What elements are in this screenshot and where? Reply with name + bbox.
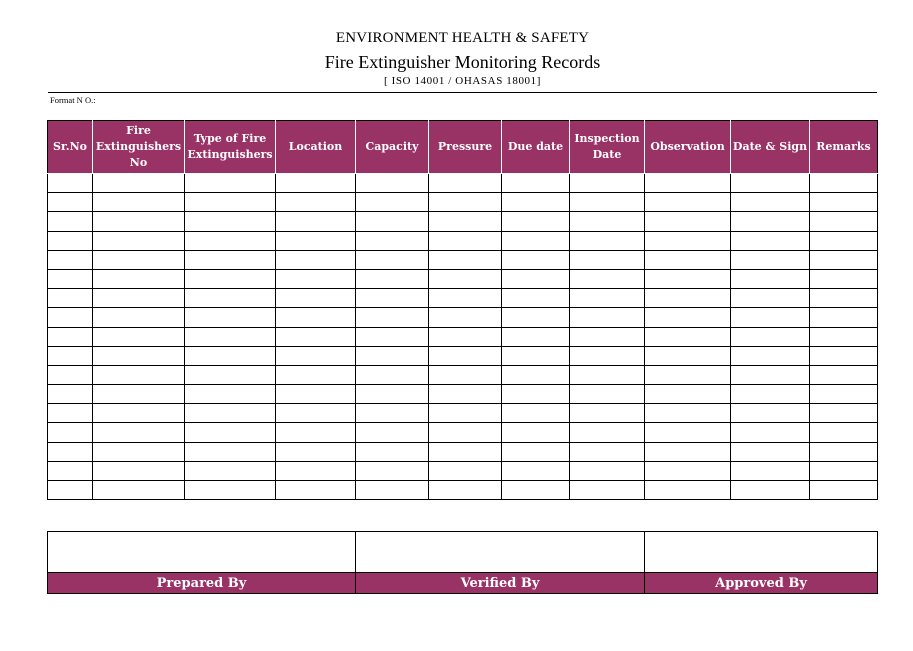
table-cell[interactable] bbox=[276, 174, 356, 193]
table-cell[interactable] bbox=[810, 250, 878, 269]
table-cell[interactable] bbox=[502, 269, 570, 288]
column-header-location: Location bbox=[276, 121, 356, 174]
table-cell[interactable] bbox=[570, 404, 645, 423]
table-cell[interactable] bbox=[276, 346, 356, 365]
table-cell[interactable] bbox=[502, 423, 570, 442]
table-cell[interactable] bbox=[48, 442, 93, 461]
table-cell[interactable] bbox=[810, 404, 878, 423]
table-cell[interactable] bbox=[502, 442, 570, 461]
table-row bbox=[48, 442, 878, 461]
table-row bbox=[48, 481, 878, 500]
table-cell[interactable] bbox=[276, 442, 356, 461]
table-cell[interactable] bbox=[502, 481, 570, 500]
table-cell[interactable] bbox=[731, 461, 810, 480]
approved-by-signature-field[interactable] bbox=[645, 532, 878, 573]
table-row bbox=[48, 269, 878, 288]
table-cell[interactable] bbox=[502, 174, 570, 193]
table-cell[interactable] bbox=[48, 423, 93, 442]
table-row bbox=[48, 231, 878, 250]
table-cell[interactable] bbox=[276, 212, 356, 231]
table-cell[interactable] bbox=[356, 250, 429, 269]
table-cell[interactable] bbox=[429, 250, 502, 269]
table-cell[interactable] bbox=[731, 442, 810, 461]
table-cell[interactable] bbox=[429, 365, 502, 384]
table-cell[interactable] bbox=[645, 423, 731, 442]
column-header-pressure: Pressure bbox=[429, 121, 502, 174]
table-cell[interactable] bbox=[731, 327, 810, 346]
table-cell[interactable] bbox=[93, 269, 185, 288]
table-cell[interactable] bbox=[93, 365, 185, 384]
table-cell[interactable] bbox=[48, 481, 93, 500]
approved-by-label: Approved By bbox=[645, 573, 878, 594]
table-cell[interactable] bbox=[810, 423, 878, 442]
table-cell[interactable] bbox=[93, 250, 185, 269]
table-cell[interactable] bbox=[731, 385, 810, 404]
table-cell[interactable] bbox=[570, 289, 645, 308]
table-cell[interactable] bbox=[429, 404, 502, 423]
table-row bbox=[48, 365, 878, 384]
table-cell[interactable] bbox=[93, 481, 185, 500]
table-cell[interactable] bbox=[570, 327, 645, 346]
table-cell[interactable] bbox=[502, 193, 570, 212]
table-cell[interactable] bbox=[570, 346, 645, 365]
table-row bbox=[48, 212, 878, 231]
table-cell[interactable] bbox=[93, 423, 185, 442]
document-title: Fire Extinguisher Monitoring Records bbox=[324, 52, 601, 72]
table-cell[interactable] bbox=[48, 327, 93, 346]
prepared-by-label: Prepared By bbox=[48, 573, 356, 594]
table-cell[interactable] bbox=[810, 174, 878, 193]
table-cell[interactable] bbox=[731, 269, 810, 288]
table-cell[interactable] bbox=[502, 250, 570, 269]
table-cell[interactable] bbox=[185, 327, 276, 346]
table-cell[interactable] bbox=[48, 269, 93, 288]
table-cell[interactable] bbox=[502, 365, 570, 384]
table-cell[interactable] bbox=[570, 385, 645, 404]
column-header-extinguisher-type: Type of Fire Extinguishers bbox=[185, 121, 276, 174]
table-cell[interactable] bbox=[276, 423, 356, 442]
table-cell[interactable] bbox=[570, 269, 645, 288]
table-cell[interactable] bbox=[185, 193, 276, 212]
table-cell[interactable] bbox=[570, 193, 645, 212]
prepared-by-signature-field[interactable] bbox=[48, 532, 356, 573]
table-cell[interactable] bbox=[48, 365, 93, 384]
verified-by-label: Verified By bbox=[356, 573, 645, 594]
table-cell[interactable] bbox=[276, 231, 356, 250]
table-cell[interactable] bbox=[276, 327, 356, 346]
table-cell[interactable] bbox=[645, 193, 731, 212]
table-cell[interactable] bbox=[48, 346, 93, 365]
table-cell[interactable] bbox=[570, 308, 645, 327]
table-body bbox=[48, 174, 878, 500]
table-cell[interactable] bbox=[48, 193, 93, 212]
table-cell[interactable] bbox=[570, 250, 645, 269]
table-row bbox=[48, 327, 878, 346]
table-cell[interactable] bbox=[502, 308, 570, 327]
table-cell[interactable] bbox=[356, 174, 429, 193]
table-cell[interactable] bbox=[570, 231, 645, 250]
table-cell[interactable] bbox=[570, 423, 645, 442]
table-cell[interactable] bbox=[731, 346, 810, 365]
table-cell[interactable] bbox=[645, 404, 731, 423]
table-cell[interactable] bbox=[810, 289, 878, 308]
standard-reference: [ ISO 14001 / OHASAS 18001] bbox=[383, 75, 542, 87]
table-cell[interactable] bbox=[731, 365, 810, 384]
table-cell[interactable] bbox=[570, 365, 645, 384]
table-cell[interactable] bbox=[185, 365, 276, 384]
table-cell[interactable] bbox=[502, 404, 570, 423]
table-cell[interactable] bbox=[810, 442, 878, 461]
table-cell[interactable] bbox=[570, 442, 645, 461]
table-cell[interactable] bbox=[48, 231, 93, 250]
table-cell[interactable] bbox=[276, 308, 356, 327]
table-cell[interactable] bbox=[810, 385, 878, 404]
column-header-due-date: Due date bbox=[502, 121, 570, 174]
table-cell[interactable] bbox=[502, 346, 570, 365]
table-cell[interactable] bbox=[93, 231, 185, 250]
table-cell[interactable] bbox=[356, 327, 429, 346]
table-cell[interactable] bbox=[570, 212, 645, 231]
header-divider bbox=[48, 92, 877, 93]
table-cell[interactable] bbox=[645, 308, 731, 327]
table-cell[interactable] bbox=[645, 289, 731, 308]
table-cell[interactable] bbox=[48, 174, 93, 193]
table-cell[interactable] bbox=[48, 385, 93, 404]
table-row bbox=[48, 193, 878, 212]
table-cell[interactable] bbox=[356, 231, 429, 250]
table-cell[interactable] bbox=[502, 385, 570, 404]
table-row bbox=[48, 404, 878, 423]
table-cell[interactable] bbox=[185, 231, 276, 250]
table-cell[interactable] bbox=[429, 385, 502, 404]
table-row bbox=[48, 423, 878, 442]
table-cell[interactable] bbox=[570, 461, 645, 480]
table-cell[interactable] bbox=[645, 461, 731, 480]
table-cell[interactable] bbox=[502, 231, 570, 250]
table-cell[interactable] bbox=[502, 461, 570, 480]
table-cell[interactable] bbox=[429, 346, 502, 365]
table-cell[interactable] bbox=[810, 212, 878, 231]
table-cell[interactable] bbox=[356, 461, 429, 480]
table-cell[interactable] bbox=[645, 481, 731, 500]
table-cell[interactable] bbox=[731, 174, 810, 193]
table-cell[interactable] bbox=[731, 404, 810, 423]
table-cell[interactable] bbox=[429, 327, 502, 346]
table-cell[interactable] bbox=[356, 308, 429, 327]
table-cell[interactable] bbox=[276, 269, 356, 288]
table-cell[interactable] bbox=[276, 289, 356, 308]
column-header-sr-no: Sr.No bbox=[48, 121, 93, 174]
table-cell[interactable] bbox=[429, 308, 502, 327]
table-cell[interactable] bbox=[810, 327, 878, 346]
table-cell[interactable] bbox=[570, 174, 645, 193]
table-cell[interactable] bbox=[185, 212, 276, 231]
table-cell[interactable] bbox=[645, 327, 731, 346]
table-cell[interactable] bbox=[185, 461, 276, 480]
column-header-extinguisher-no: Fire Extinguishers No bbox=[93, 121, 185, 174]
table-row bbox=[48, 250, 878, 269]
table-cell[interactable] bbox=[185, 404, 276, 423]
table-cell[interactable] bbox=[93, 404, 185, 423]
column-header-inspection-date: Inspection Date bbox=[570, 121, 645, 174]
table-cell[interactable] bbox=[429, 442, 502, 461]
verified-by-signature-field[interactable] bbox=[356, 532, 645, 573]
table-cell[interactable] bbox=[570, 481, 645, 500]
table-cell[interactable] bbox=[810, 346, 878, 365]
table-cell[interactable] bbox=[356, 269, 429, 288]
table-cell[interactable] bbox=[731, 308, 810, 327]
table-cell[interactable] bbox=[48, 404, 93, 423]
table-cell[interactable] bbox=[645, 442, 731, 461]
table-cell[interactable] bbox=[185, 269, 276, 288]
table-cell[interactable] bbox=[429, 461, 502, 480]
table-cell[interactable] bbox=[502, 212, 570, 231]
table-cell[interactable] bbox=[356, 442, 429, 461]
table-cell[interactable] bbox=[731, 212, 810, 231]
table-cell[interactable] bbox=[356, 481, 429, 500]
table-cell[interactable] bbox=[810, 231, 878, 250]
table-cell[interactable] bbox=[276, 481, 356, 500]
table-cell[interactable] bbox=[645, 212, 731, 231]
table-cell[interactable] bbox=[429, 289, 502, 308]
table-cell[interactable] bbox=[356, 193, 429, 212]
table-cell[interactable] bbox=[48, 308, 93, 327]
table-cell[interactable] bbox=[429, 269, 502, 288]
table-cell[interactable] bbox=[429, 231, 502, 250]
table-cell[interactable] bbox=[276, 193, 356, 212]
table-cell[interactable] bbox=[429, 423, 502, 442]
table-cell[interactable] bbox=[645, 269, 731, 288]
table-cell[interactable] bbox=[276, 385, 356, 404]
table-cell[interactable] bbox=[93, 212, 185, 231]
table-cell[interactable] bbox=[429, 481, 502, 500]
table-cell[interactable] bbox=[48, 289, 93, 308]
table-cell[interactable] bbox=[502, 327, 570, 346]
table-cell[interactable] bbox=[185, 423, 276, 442]
table-cell[interactable] bbox=[93, 308, 185, 327]
table-cell[interactable] bbox=[810, 481, 878, 500]
table-cell[interactable] bbox=[429, 193, 502, 212]
column-header-remarks: Remarks bbox=[810, 121, 878, 174]
signoff-table bbox=[47, 531, 878, 594]
table-cell[interactable] bbox=[645, 250, 731, 269]
table-cell[interactable] bbox=[276, 365, 356, 384]
table-cell[interactable] bbox=[810, 269, 878, 288]
table-cell[interactable] bbox=[731, 231, 810, 250]
table-row bbox=[48, 174, 878, 193]
table-cell[interactable] bbox=[93, 346, 185, 365]
table-cell[interactable] bbox=[185, 442, 276, 461]
table-cell[interactable] bbox=[810, 365, 878, 384]
table-row bbox=[48, 308, 878, 327]
table-cell[interactable] bbox=[93, 385, 185, 404]
column-header-capacity: Capacity bbox=[356, 121, 429, 174]
table-cell[interactable] bbox=[356, 385, 429, 404]
table-header-row bbox=[48, 121, 878, 174]
table-cell[interactable] bbox=[48, 212, 93, 231]
table-cell[interactable] bbox=[93, 174, 185, 193]
table-row bbox=[48, 385, 878, 404]
table-cell[interactable] bbox=[429, 212, 502, 231]
table-cell[interactable] bbox=[185, 308, 276, 327]
table-cell[interactable] bbox=[93, 461, 185, 480]
table-cell[interactable] bbox=[93, 327, 185, 346]
table-cell[interactable] bbox=[185, 481, 276, 500]
table-cell[interactable] bbox=[645, 385, 731, 404]
table-cell[interactable] bbox=[185, 174, 276, 193]
table-cell[interactable] bbox=[810, 193, 878, 212]
table-cell[interactable] bbox=[810, 461, 878, 480]
signature-space-row bbox=[48, 532, 878, 573]
table-cell[interactable] bbox=[731, 250, 810, 269]
table-cell[interactable] bbox=[276, 404, 356, 423]
table-cell[interactable] bbox=[645, 365, 731, 384]
table-cell[interactable] bbox=[93, 193, 185, 212]
table-cell[interactable] bbox=[48, 250, 93, 269]
table-cell[interactable] bbox=[48, 461, 93, 480]
monitoring-records-table bbox=[47, 120, 878, 500]
table-cell[interactable] bbox=[356, 423, 429, 442]
table-cell[interactable] bbox=[356, 365, 429, 384]
table-cell[interactable] bbox=[731, 481, 810, 500]
table-cell[interactable] bbox=[731, 289, 810, 308]
table-cell[interactable] bbox=[356, 346, 429, 365]
table-cell[interactable] bbox=[185, 250, 276, 269]
table-cell[interactable] bbox=[93, 289, 185, 308]
table-cell[interactable] bbox=[185, 346, 276, 365]
table-cell[interactable] bbox=[731, 423, 810, 442]
column-header-observation: Observation bbox=[645, 121, 731, 174]
table-cell[interactable] bbox=[502, 289, 570, 308]
table-cell[interactable] bbox=[276, 250, 356, 269]
organization-title: ENVIRONMENT HEALTH & SAFETY bbox=[335, 30, 590, 46]
column-header-date-sign: Date & Sign bbox=[731, 121, 810, 174]
table-cell[interactable] bbox=[185, 289, 276, 308]
table-cell[interactable] bbox=[645, 174, 731, 193]
table-row bbox=[48, 346, 878, 365]
table-cell[interactable] bbox=[810, 308, 878, 327]
table-cell[interactable] bbox=[645, 346, 731, 365]
signoff-label-row bbox=[48, 573, 878, 594]
table-cell[interactable] bbox=[429, 174, 502, 193]
table-cell[interactable] bbox=[356, 404, 429, 423]
table-cell[interactable] bbox=[276, 461, 356, 480]
table-row bbox=[48, 461, 878, 480]
table-cell[interactable] bbox=[731, 193, 810, 212]
table-cell[interactable] bbox=[356, 289, 429, 308]
table-cell[interactable] bbox=[93, 442, 185, 461]
format-number-label: Format N O.: bbox=[50, 95, 96, 105]
table-cell[interactable] bbox=[645, 231, 731, 250]
table-cell[interactable] bbox=[356, 212, 429, 231]
table-row bbox=[48, 289, 878, 308]
table-cell[interactable] bbox=[185, 385, 276, 404]
